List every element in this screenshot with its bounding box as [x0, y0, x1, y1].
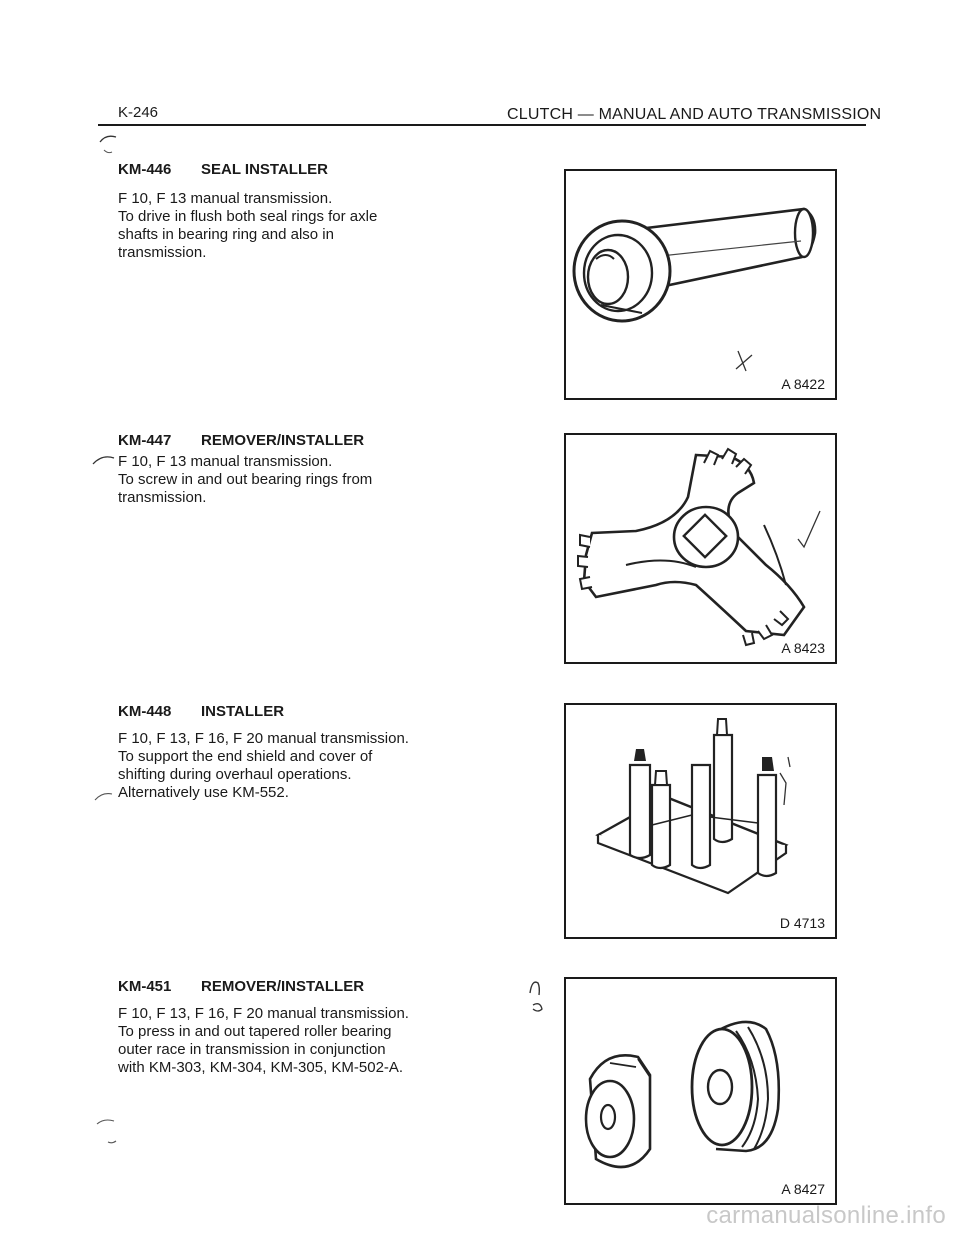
three-arm-wrench-drawing-icon	[566, 435, 835, 662]
figure-label: A 8422	[781, 376, 825, 392]
tool-title: KM-448 INSTALLER	[118, 703, 285, 720]
figure-remover-installer-b	[564, 977, 837, 1205]
figure-label: A 8423	[781, 640, 825, 656]
page-header-title: CLUTCH — MANUAL AND AUTO TRANSMISSION	[507, 106, 882, 123]
tool-section-km-448	[118, 703, 448, 802]
tool-title: KM-446 SEAL INSTALLER	[118, 161, 328, 178]
seal-installer-drawing-icon	[566, 171, 835, 398]
figure-installer	[564, 703, 837, 939]
handwritten-mark-icon	[524, 975, 550, 1017]
margin-mark-icon	[96, 130, 126, 160]
tool-title: KM-451 REMOVER/INSTALLER	[118, 978, 365, 995]
figure-seal-installer	[564, 169, 837, 400]
watermark: carmanualsonline.info	[706, 1202, 946, 1229]
margin-mark-icon	[90, 450, 120, 470]
figure-label: A 8427	[781, 1181, 825, 1197]
margin-mark-icon	[94, 1112, 124, 1148]
tool-description: F 10, F 13, F 16, F 20 manual transmission. To support the end shield and cover of shifting during overhaul operations. Alternatively use KM-552.	[118, 730, 409, 801]
tool-section-km-446	[118, 161, 448, 262]
tool-description: F 10, F 13, F 16, F 20 manual transmission. To press in and out tapered roller bearing outer race in transmission in conjunction with KM-303, KM-304, KM-305, KM-502-A.	[118, 1005, 409, 1076]
figure-label: D 4713	[779, 915, 825, 931]
header-rule	[98, 124, 866, 126]
figure-remover-installer-a	[564, 433, 837, 664]
tool-description: F 10, F 13 manual transmission. To drive in flush both seal rings for axle shafts in bearing ring and also in transmission.	[118, 190, 378, 261]
page-reference: K-246	[118, 104, 159, 121]
tool-title: KM-447 REMOVER/INSTALLER	[118, 432, 365, 449]
tool-description: F 10, F 13 manual transmission. To screw in and out bearing rings from transmission.	[118, 453, 373, 506]
support-plate-drawing-icon	[566, 705, 835, 937]
tool-section-km-447	[118, 432, 448, 507]
bearing-race-tools-drawing-icon	[566, 979, 835, 1203]
tool-section-km-451	[118, 978, 448, 1077]
